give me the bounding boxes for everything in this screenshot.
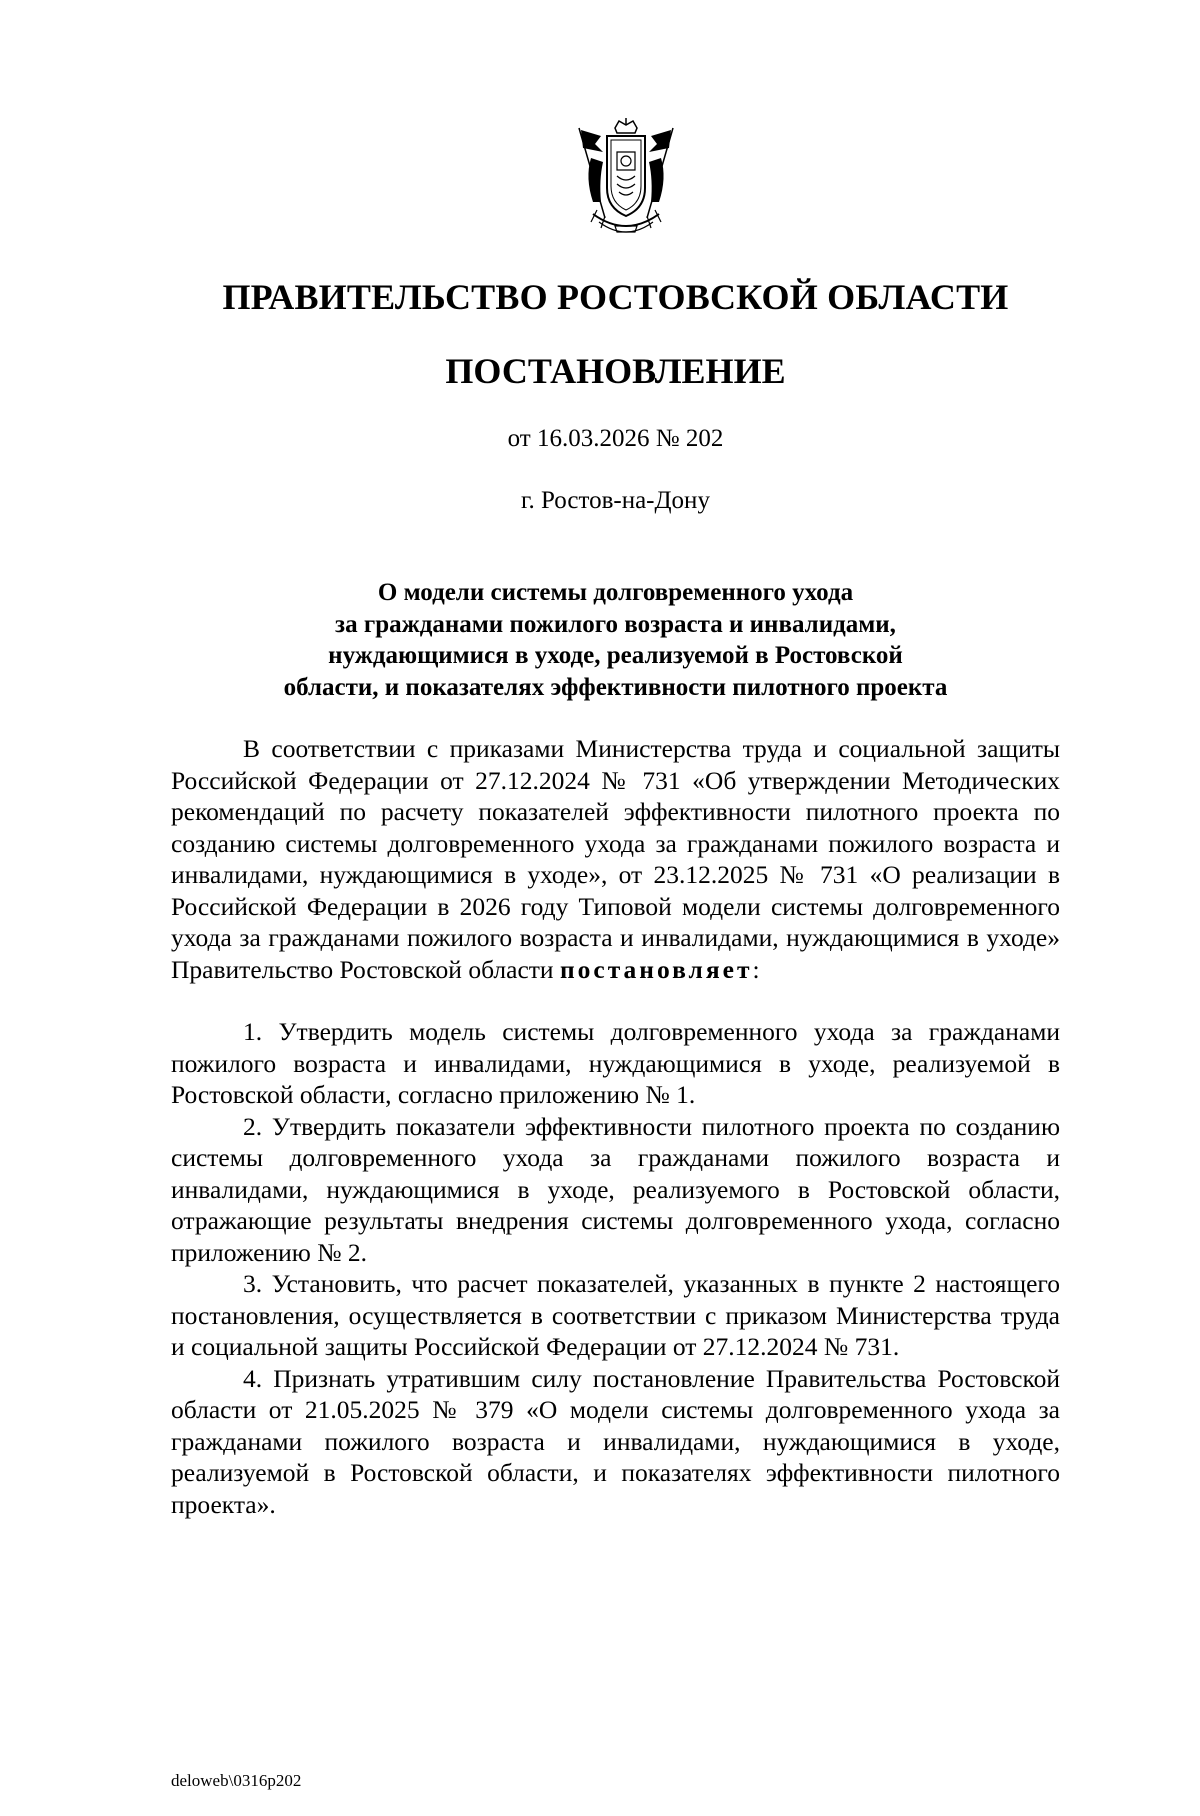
subject-line: нуждающимися в уходе, реализуемой в Ростовской — [328, 642, 903, 669]
resolution-items — [171, 1016, 1060, 1520]
subject-line: О модели системы долговременного ухода — [377, 579, 854, 606]
document-type: ПОСТАНОВЛЕНИЕ — [445, 351, 786, 391]
resolution-item: 3. Установить, что расчет показателей, указанных в пункте 2 настоящего постановления, осуществляется в соответствии с приказом Министерства труда и социальной защиты Российской Федерации от 27.12.2024 № 731. — [171, 1269, 1060, 1361]
resolution-item: 1. Утвердить модель системы долговременного ухода за гражданами пожилого возраста и инвалидами, нуждающимися в уходе, реализуемой в Ростовской области, согласно приложению № 1. — [171, 1017, 1060, 1109]
subject-line: за гражданами пожилого возраста и инвалидами, — [335, 610, 896, 638]
document-page — [0, 118, 1200, 1816]
file-reference: deloweb\0316p202 — [171, 1771, 302, 1790]
organization-title: ПРАВИТЕЛЬСТВО РОСТОВСКОЙ ОБЛАСТИ — [222, 277, 1009, 317]
coat-of-arms-icon — [571, 118, 681, 243]
resolution-item: 2. Утвердить показатели эффективности пилотного проекта по созданию системы долговременного ухода за гражданами пожилого возраста и инвалидами, нуждающимися в уходе, реализуемого в Ростовской области, отражающие результаты внедрения системы долговременного ухода, согласно приложению № 2. — [171, 1111, 1060, 1267]
document-subject — [171, 577, 1060, 703]
resolution-item: 4. Признать утратившим силу постановление Правительства Ростовской области от 21.05.2025 № 379 «О модели системы долговременного ухода за гражданами пожилого возраста и инвалидами, нуждающимися в уходе, реализуемой в Ростовской области, и показателях эффективности пилотного проекта». — [171, 1363, 1060, 1519]
preamble-tail: : — [752, 954, 760, 984]
document-date-number: от 16.03.2026 № 202 — [507, 425, 724, 452]
document-city: г. Ростов-на-Дону — [521, 487, 710, 514]
resolution-keyword: постановляет — [559, 954, 753, 984]
subject-line: области, и показателях эффективности пилотного проекта — [283, 673, 948, 701]
preamble-text: В соответствии с приказами Министерства труда и социальной защиты Российской Федерации от 27.12.2024 № 731 «Об утверждении Методических рекомендаций по расчету показателей эффективности пилотного проекта по созданию системы долговременного ухода за гражданами пожилого возраста и инвалидами, нуждающимися в уходе», от 23.12.2025 № 731 «О реализации в Российской Федерации в 2026 году Типовой модели системы долговременного ухода за гражданами пожилого возраста и инвалидами, нуждающимися в уходе» Правительство Ростовской области — [171, 734, 1060, 984]
preamble-paragraph — [171, 733, 1060, 985]
